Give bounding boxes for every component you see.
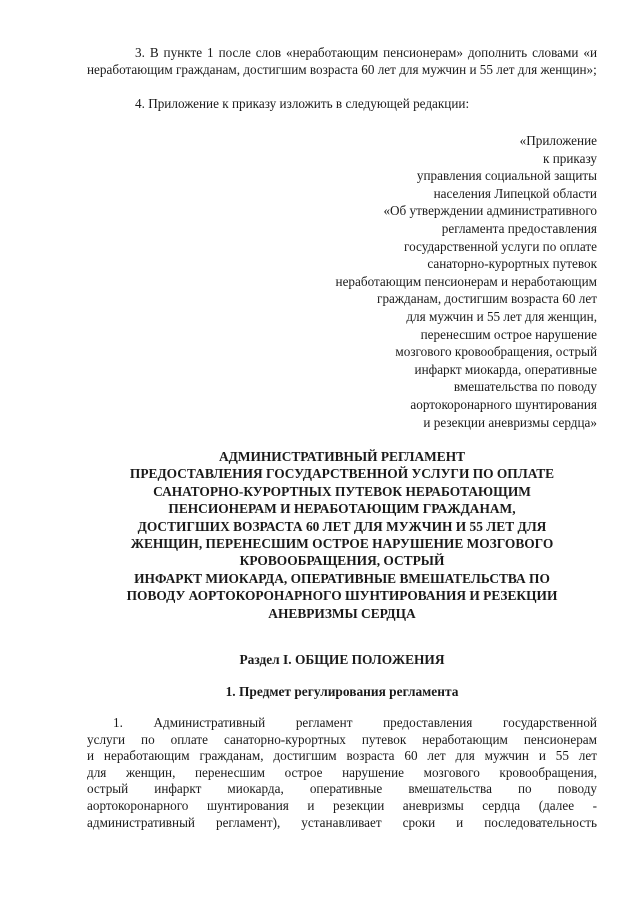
appendix-line: населения Липецкой области [433, 185, 597, 201]
title-line: САНАТОРНО-КУРОРТНЫХ ПУТЕВОК НЕРАБОТАЮЩИМ [153, 483, 531, 499]
appendix-line: и резекции аневризмы сердца» [423, 414, 597, 430]
body-line: острый инфаркт миокарда, оперативные вмешательства по поводу [87, 781, 597, 797]
body-line: услуги по оплате санаторно-курортных путевок неработающим пенсионерам [87, 731, 597, 747]
body-line: аортокоронарного шунтирования и резекции аневризмы сердца (далее - [87, 797, 597, 813]
appendix-line: мозгового кровообращения, острый [395, 344, 597, 360]
appendix-line: санаторно-курортных путевок [427, 256, 597, 272]
appendix-line: аортокоронарного шунтирования [410, 396, 597, 412]
appendix-line: неработающим пенсионерам и неработающим [335, 273, 597, 289]
body-line: и неработающим гражданам, достигшим возраста 60 лет для мужчин и 55 лет [87, 748, 597, 764]
appendix-line: перенесшим острое нарушение [420, 326, 597, 342]
title-line: АНЕВРИЗМЫ СЕРДЦА [268, 605, 416, 621]
body-line: 1. Административный регламент предоставления государственной [113, 715, 597, 730]
body-paragraph [87, 715, 597, 831]
title-line: ПОВОДУ АОРТОКОРОНАРНОГО ШУНТИРОВАНИЯ И РЕЗЕКЦИИ [126, 588, 558, 604]
paragraph-item-4: 4. Приложение к приказу изложить в следующей редакции: [135, 96, 470, 111]
title-line: АДМИНИСТРАТИВНЫЙ РЕГЛАМЕНТ [218, 449, 466, 464]
appendix-line: для мужчин и 55 лет для женщин, [406, 308, 597, 324]
appendix-line: управления социальной защиты [416, 168, 597, 184]
appendix-line: «Об утверждении административного [383, 203, 597, 219]
appendix-line: «Приложение [519, 133, 597, 148]
appendix-line: вмешательства по поводу [453, 379, 597, 395]
title-line: ПРЕДОСТАВЛЕНИЯ ГОСУДАРСТВЕННОЙ УСЛУГИ ПО ОПЛАТЕ [129, 466, 555, 482]
appendix-line: к приказу [543, 150, 597, 166]
title-line: ЖЕНЩИН, ПЕРЕНЕСШИМ ОСТРОЕ НАРУШЕНИЕ МОЗГОВОГО [130, 536, 554, 552]
title-line: КРОВООБРАЩЕНИЯ, ОСТРЫЙ [239, 553, 445, 569]
appendix-line: инфаркт миокарда, оперативные [414, 361, 597, 377]
regulation-title [84, 448, 600, 622]
appendix-line: государственной услуги по оплате [404, 238, 597, 254]
appendix-reference-block [270, 132, 597, 431]
appendix-line: гражданам, достигшим возраста 60 лет [377, 291, 597, 307]
body-line: административный регламент), устанавливает сроки и последовательность [87, 814, 597, 830]
title-line: ИНФАРКТ МИОКАРДА, ОПЕРАТИВНЫЕ ВМЕШАТЕЛЬСТВА ПО [134, 570, 550, 586]
section-heading: Раздел I. ОБЩИЕ ПОЛОЖЕНИЯ [239, 652, 445, 667]
title-line: ПЕНСИОНЕРАМ И НЕРАБОТАЮЩИМ ГРАЖДАНАМ, [168, 501, 516, 517]
subsection-heading: 1. Предмет регулирования регламента [225, 684, 459, 699]
paragraph-item-3: 3. В пункте 1 после слов «неработающим пенсионерам» дополнить словами «и неработающим гражданам, достигшим возраста 60 лет для мужчин и 55 лет для женщин»; [87, 45, 597, 77]
body-line: для женщин, перенесшим острое нарушение мозгового кровообращения, [87, 764, 597, 780]
appendix-line: регламента предоставления [441, 220, 597, 236]
title-line: ДОСТИГШИХ ВОЗРАСТА 60 ЛЕТ ДЛЯ МУЖЧИН И 55 ЛЕТ ДЛЯ [137, 518, 547, 534]
